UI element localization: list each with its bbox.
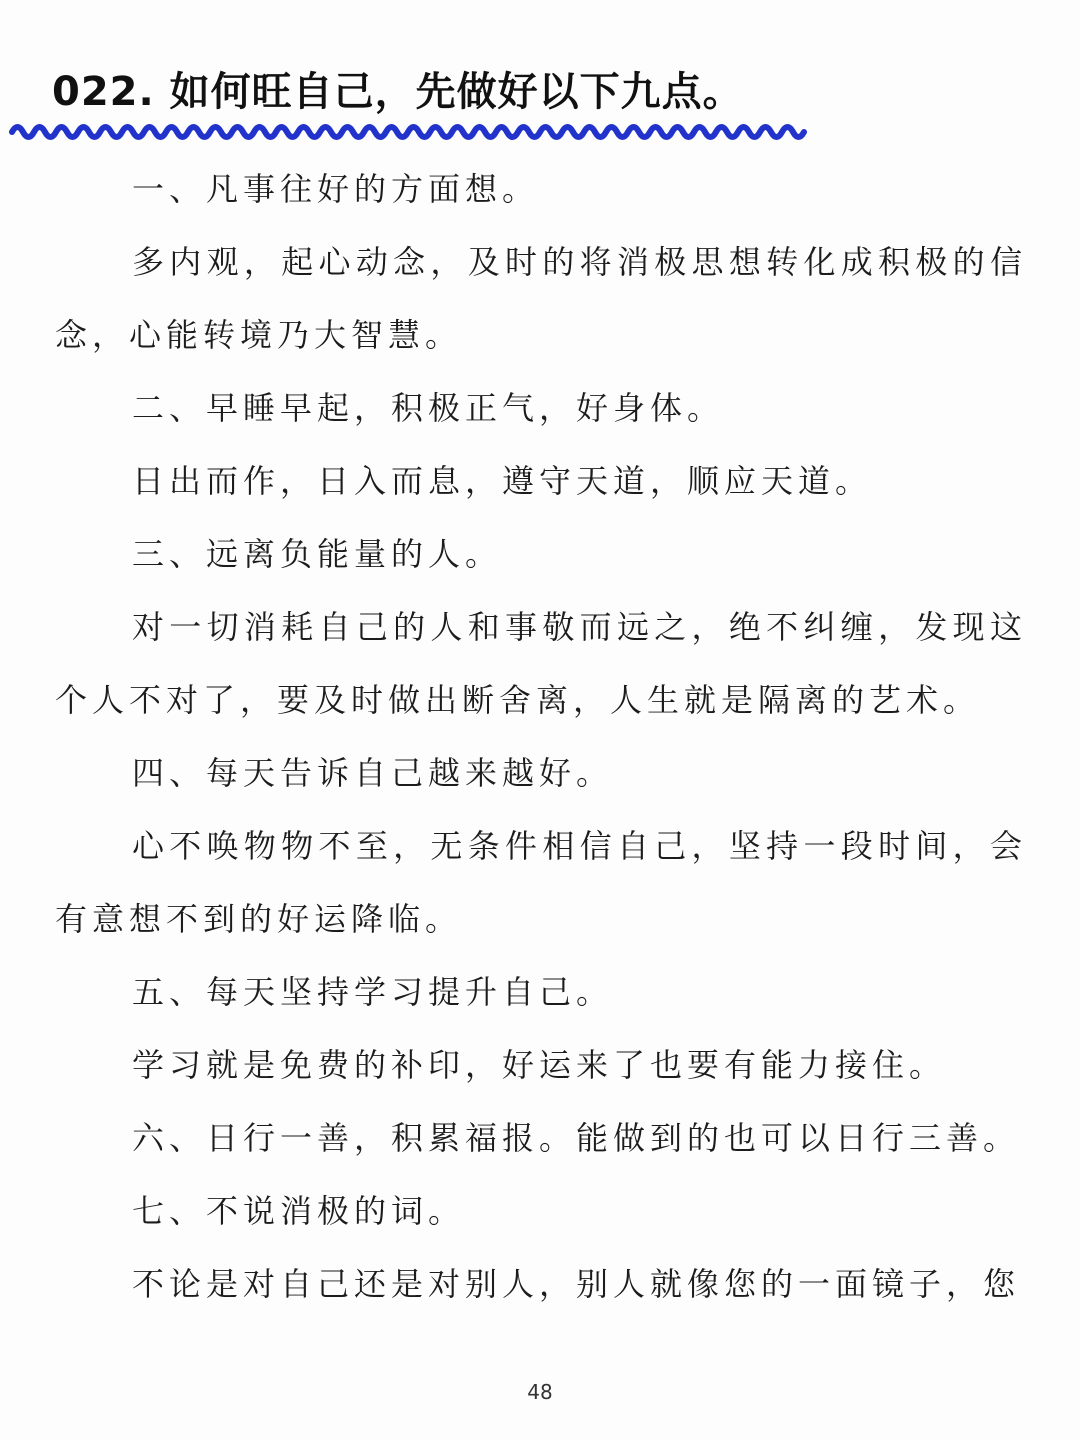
paragraph-12: 七、不说消极的词。 bbox=[132, 1192, 466, 1230]
paragraph-1: 一、凡事往好的方面想。 bbox=[132, 170, 540, 208]
paragraph-7: 四、每天告诉自己越来越好。 bbox=[132, 754, 614, 792]
paragraph-6: 对一切消耗自己的人和事敬而远之，绝不纠缠，发现这个人不对了，要及时做出断舍离，人生就是隔离的艺术。 bbox=[55, 608, 1027, 719]
paragraph-5: 三、远离负能量的人。 bbox=[132, 535, 503, 573]
paragraph-11: 六、日行一善，积累福报。能做到的也可以日行三善。 bbox=[132, 1119, 1021, 1157]
paragraph-9: 五、每天坚持学习提升自己。 bbox=[132, 973, 614, 1011]
page-number: 48 bbox=[527, 1380, 553, 1404]
paragraph-13: 不论是对自己还是对别人，别人就像您的一面镜子，您 bbox=[132, 1265, 1021, 1303]
paragraph-8: 心不唤物物不至，无条件相信自己，坚持一段时间，会有意想不到的好运降临。 bbox=[55, 827, 1027, 938]
paragraph-3: 二、早睡早起，积极正气，好身体。 bbox=[132, 389, 725, 427]
wavy-underline bbox=[8, 120, 814, 144]
page-title: 022. 如何旺自己，先做好以下九点。 bbox=[52, 69, 744, 115]
body-text bbox=[55, 153, 1027, 1321]
paragraph-4: 日出而作，日入而息，遵守天道，顺应天道。 bbox=[132, 462, 873, 500]
paragraph-10: 学习就是免费的补印，好运来了也要有能力接住。 bbox=[132, 1046, 947, 1084]
paragraph-2: 多内观，起心动念，及时的将消极思想转化成积极的信念，心能转境乃大智慧。 bbox=[55, 243, 1027, 354]
